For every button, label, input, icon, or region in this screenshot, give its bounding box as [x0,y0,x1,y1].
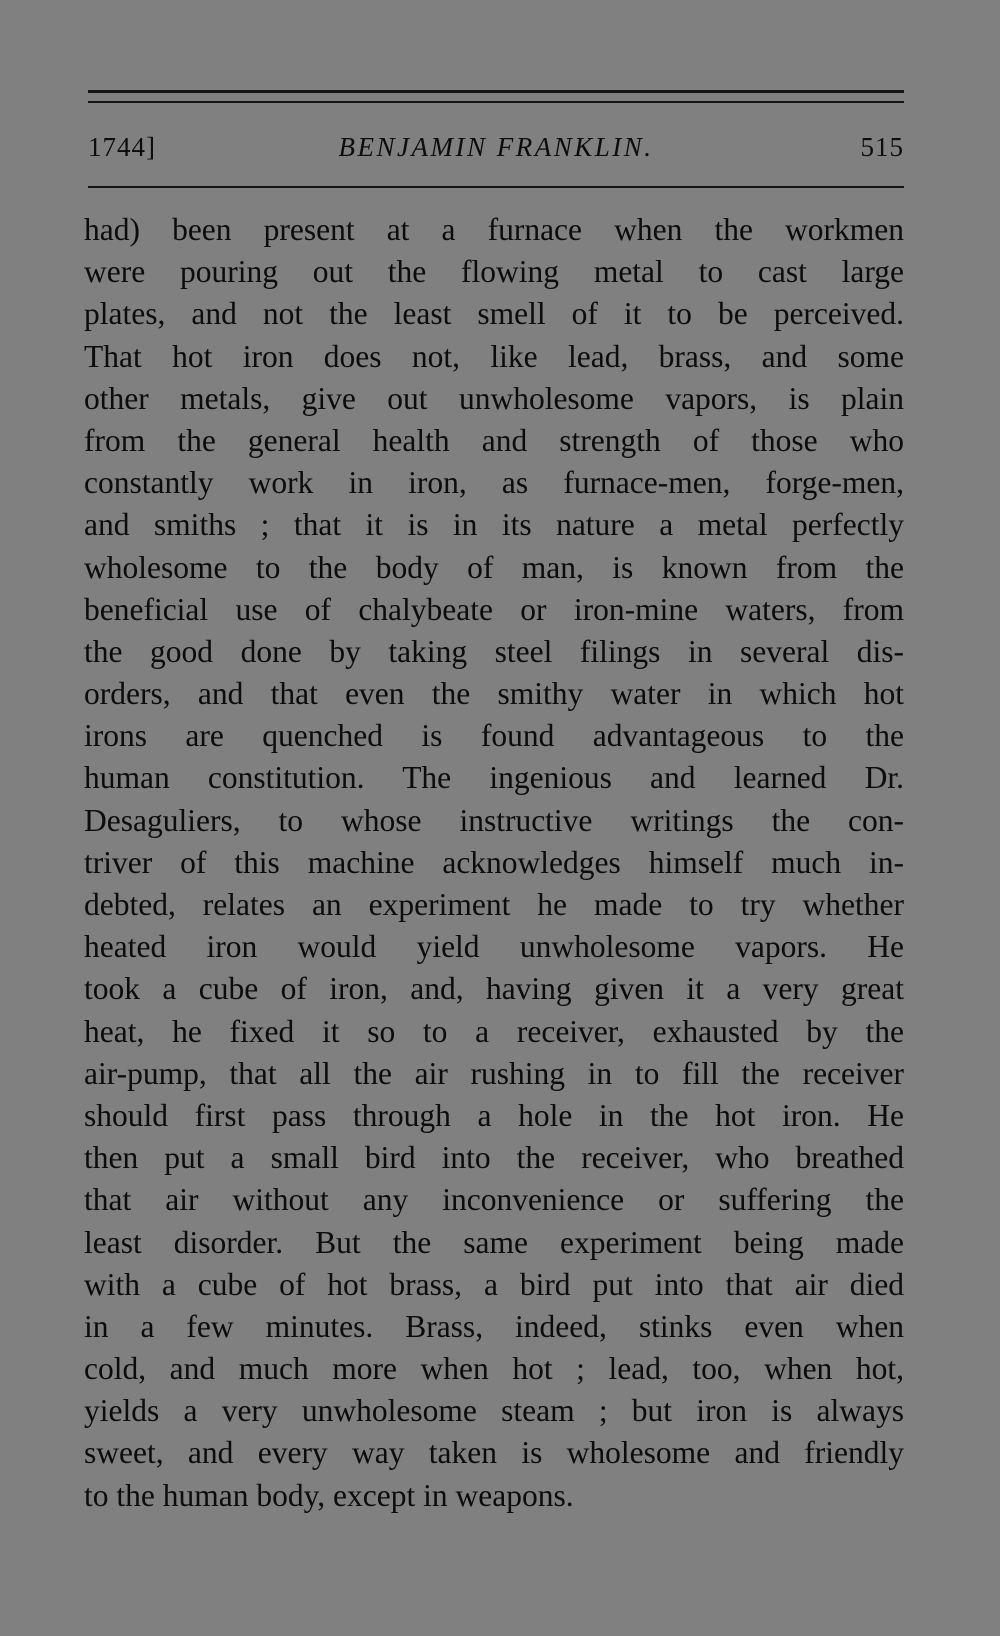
text-line: sweet, and every way taken is wholesome and friendly [84,1435,904,1471]
text-line: took a cube of iron, and, having given it a very great [84,971,904,1007]
top-rule-thin [88,101,904,103]
text-line: orders, and that even the smithy water in which hot [84,676,904,712]
text-line: air-pump, that all the air rushing in to fill the receiver [84,1055,904,1091]
text-line: to the human body, except in weapons. [84,1477,574,1513]
text-line: and smiths ; that it is in its nature a metal perfectly [84,507,904,543]
text-line: should first pass through a hole in the hot iron. He [84,1097,904,1133]
text-line: human constitution. The ingenious and learned Dr. [84,760,904,796]
top-rule-thick [88,90,904,93]
text-line: from the general health and strength of those who [84,422,904,458]
text-line: constantly work in iron, as furnace-men, forge-men, [84,465,904,501]
text-line: plates, and not the least smell of it to be perceived. [84,296,904,332]
text-line: heated iron would yield unwholesome vapors. He [84,929,904,965]
text-line: debted, relates an experiment he made to try whether [84,887,904,922]
text-line: least disorder. But the same experiment being made [84,1224,904,1260]
text-line: in a few minutes. Brass, indeed, stinks even when [84,1308,904,1344]
text-line: yields a very unwholesome steam ; but iron is always [84,1393,904,1429]
text-line: Desaguliers, to whose instructive writings the con- [84,802,904,838]
body-text [84,209,904,1517]
text-line: with a cube of hot brass, a bird put into that air died [84,1266,904,1302]
text-line: wholesome to the body of man, is known from the [84,549,904,585]
text-line: cold, and much more when hot ; lead, too, when hot, [84,1351,904,1387]
running-head [88,132,904,176]
text-line: That hot iron does not, like lead, brass, and some [84,338,904,374]
text-line: heat, he fixed it so to a receiver, exhausted by the [84,1013,904,1049]
page-number: 515 [860,132,904,162]
running-head-year: 1744] [88,132,156,162]
text-line: the good done by taking steel filings in several dis- [84,633,904,669]
text-line: then put a small bird into the receiver, who breathed [84,1140,904,1176]
text-line: were pouring out the flowing metal to cast large [84,254,904,290]
text-line: triver of this machine acknowledges himself much in- [84,844,904,880]
text-line: beneficial use of chalybeate or iron-mine waters, from [84,591,904,627]
header-rule [88,186,904,188]
text-line: had) been present at a furnace when the workmen [84,212,904,247]
text-line: other metals, give out unwholesome vapors, is plain [84,380,904,416]
running-head-title: BENJAMIN FRANKLIN. [338,132,654,162]
text-line: that air without any inconvenience or suffering the [84,1182,904,1218]
text-line: irons are quenched is found advantageous to the [84,718,904,754]
